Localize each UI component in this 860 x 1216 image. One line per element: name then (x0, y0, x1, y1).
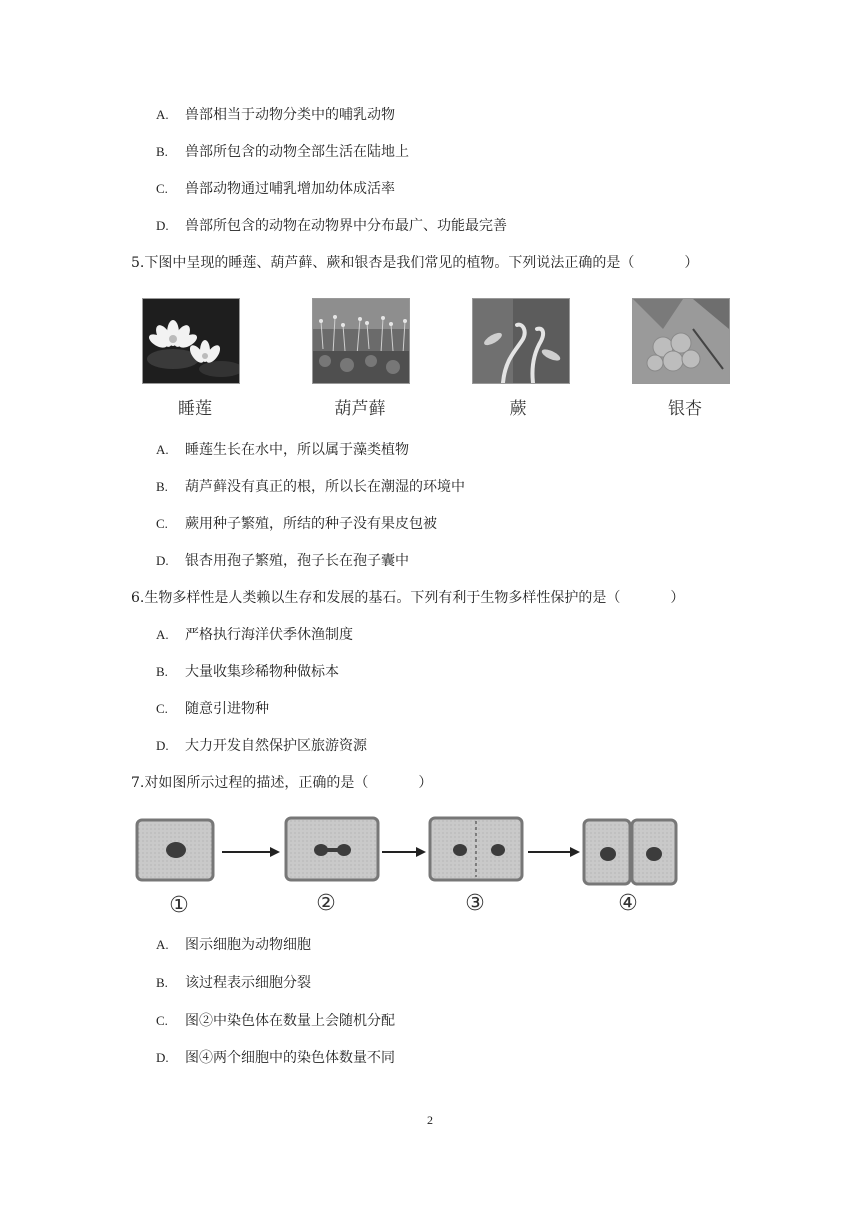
option-letter: B. (156, 664, 168, 679)
cell-stage-3 (430, 818, 522, 880)
option-letter: A. (156, 627, 169, 642)
option-letter: A. (156, 107, 169, 122)
option-text: 严格执行海洋伏季休渔制度 (185, 627, 353, 643)
option-text: 兽部相当于动物分类中的哺乳动物 (185, 107, 395, 123)
moss-label: 葫芦藓 (334, 399, 386, 419)
cell-division-diagram (130, 812, 690, 928)
step-label: ④ (618, 891, 638, 916)
moss-photo (312, 298, 410, 384)
fern-photo (472, 298, 570, 384)
option-letter: B. (156, 144, 168, 159)
option-text: 图④两个细胞中的染色体数量不同 (185, 1050, 395, 1066)
nucleus-icon (491, 844, 505, 856)
water-lily-photo (142, 298, 240, 384)
q6-stem (131, 589, 684, 607)
question-stem-text: 6.生物多样性是人类赖以生存和发展的基石。下列有利于生物多样性保护的是（ (131, 590, 621, 606)
nucleus-icon (600, 847, 616, 861)
option-text: 图②中染色体在数量上会随机分配 (185, 1013, 395, 1029)
nucleus-icon (166, 842, 186, 858)
option-letter: C. (156, 516, 168, 531)
option-text: 兽部动物通过哺乳增加幼体成活率 (185, 181, 395, 197)
cell-stage-4 (584, 820, 676, 884)
option-text: 该过程表示细胞分裂 (185, 975, 311, 991)
fern-label: 蕨 (509, 399, 527, 419)
option-letter: D. (156, 218, 169, 233)
close-paren: ） (670, 590, 685, 606)
step-label: ② (316, 891, 336, 916)
page-number: 2 (427, 1113, 433, 1127)
ginkgo-photo (632, 298, 730, 384)
ginkgo-label: 银杏 (668, 399, 702, 419)
option-letter: C. (156, 181, 168, 196)
question-stem-text: 7.对如图所示过程的描述，正确的是（ (131, 775, 369, 791)
step-label: ③ (465, 891, 485, 916)
option-text: 兽部所包含的动物在动物界中分布最广、功能最完善 (185, 218, 507, 234)
option-letter: C. (156, 701, 168, 716)
close-paren: ） (418, 775, 433, 791)
q5-stem (131, 254, 698, 272)
arrow-right-icon (382, 847, 426, 857)
option-letter: C. (156, 1013, 168, 1028)
nucleus-icon (453, 844, 467, 856)
cell-stage-1 (137, 820, 213, 880)
option-text: 图示细胞为动物细胞 (185, 937, 311, 953)
water-lily-label: 睡莲 (178, 399, 212, 419)
option-letter: B. (156, 479, 168, 494)
close-paren: ） (684, 255, 699, 271)
nucleus-icon (646, 847, 662, 861)
option-text: 蕨用种子繁殖，所结的种子没有果皮包被 (185, 516, 437, 532)
question-stem-text: 5.下图中呈现的睡莲、葫芦藓、蕨和银杏是我们常见的植物。下列说法正确的是（ (131, 255, 635, 271)
option-text: 兽部所包含的动物全部生活在陆地上 (185, 144, 409, 160)
arrow-right-icon (528, 847, 580, 857)
option-text: 睡莲生长在水中，所以属于藻类植物 (185, 442, 409, 458)
option-letter: D. (156, 738, 169, 753)
option-text: 葫芦藓没有真正的根，所以长在潮湿的环境中 (185, 479, 465, 495)
option-letter: D. (156, 1050, 169, 1065)
cell-stage-2 (286, 818, 378, 880)
step-label: ① (169, 893, 189, 918)
option-letter: A. (156, 937, 169, 952)
q7-stem (131, 774, 432, 792)
option-text: 银杏用孢子繁殖，孢子长在孢子囊中 (185, 553, 409, 569)
option-text: 大力开发自然保护区旅游资源 (185, 738, 367, 754)
option-text: 随意引进物种 (185, 701, 269, 717)
option-letter: B. (156, 975, 168, 990)
option-text: 大量收集珍稀物种做标本 (185, 664, 339, 680)
option-letter: D. (156, 553, 169, 568)
option-letter: A. (156, 442, 169, 457)
arrow-right-icon (222, 847, 280, 857)
